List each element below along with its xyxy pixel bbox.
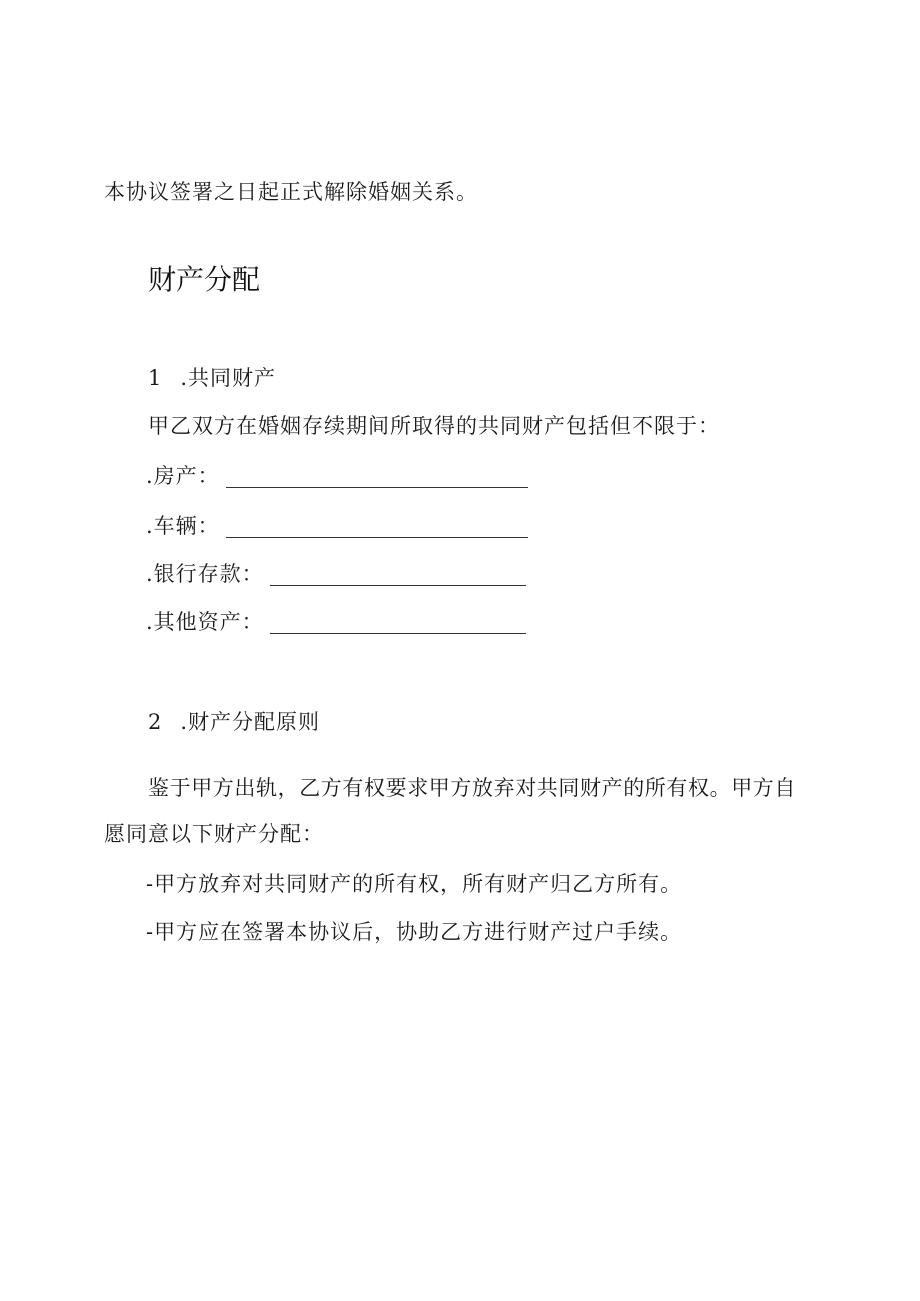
fill-in-blank[interactable]: [270, 613, 526, 634]
intro-line: 本协议签署之日起正式解除婚姻关系。: [104, 180, 478, 204]
bullet-item: -甲方应在签署本协议后，协助乙方进行财产过户手续。: [146, 920, 683, 944]
subsection-1-heading: [148, 364, 276, 392]
property-item-bank-deposit: [146, 560, 526, 588]
bullet-item: -甲方放弃对共同财产的所有权，所有财产归乙方所有。: [146, 872, 683, 896]
subsection-2-title: .财产分配原则: [180, 710, 321, 734]
subsection-2-paragraph-line-1: 鉴于甲方出轨，乙方有权要求甲方放弃对共同财产的所有权。甲方自: [148, 776, 796, 800]
property-item-label: .银行存款：: [146, 562, 264, 586]
fill-in-blank[interactable]: [226, 467, 528, 488]
subsection-1-intro: 甲乙双方在婚姻存续期间所取得的共同财产包括但不限于：: [148, 414, 720, 438]
property-item-other-assets: [146, 608, 526, 636]
subsection-1-number: 1: [148, 366, 163, 390]
property-item-vehicle: [146, 512, 528, 540]
property-item-label: .其他资产：: [146, 610, 264, 634]
property-item-label: .房产：: [146, 464, 220, 488]
property-item-house: [146, 462, 528, 490]
property-item-label: .车辆：: [146, 514, 220, 538]
subsection-1-title: .共同财产: [180, 366, 277, 390]
fill-in-blank[interactable]: [270, 565, 526, 586]
subsection-2-paragraph-line-2: 愿同意以下财产分配：: [104, 822, 324, 846]
fill-in-blank[interactable]: [226, 517, 528, 538]
subsection-2-heading: [148, 708, 320, 736]
subsection-2-number: 2: [148, 710, 163, 734]
section-title: 财产分配: [148, 263, 261, 296]
